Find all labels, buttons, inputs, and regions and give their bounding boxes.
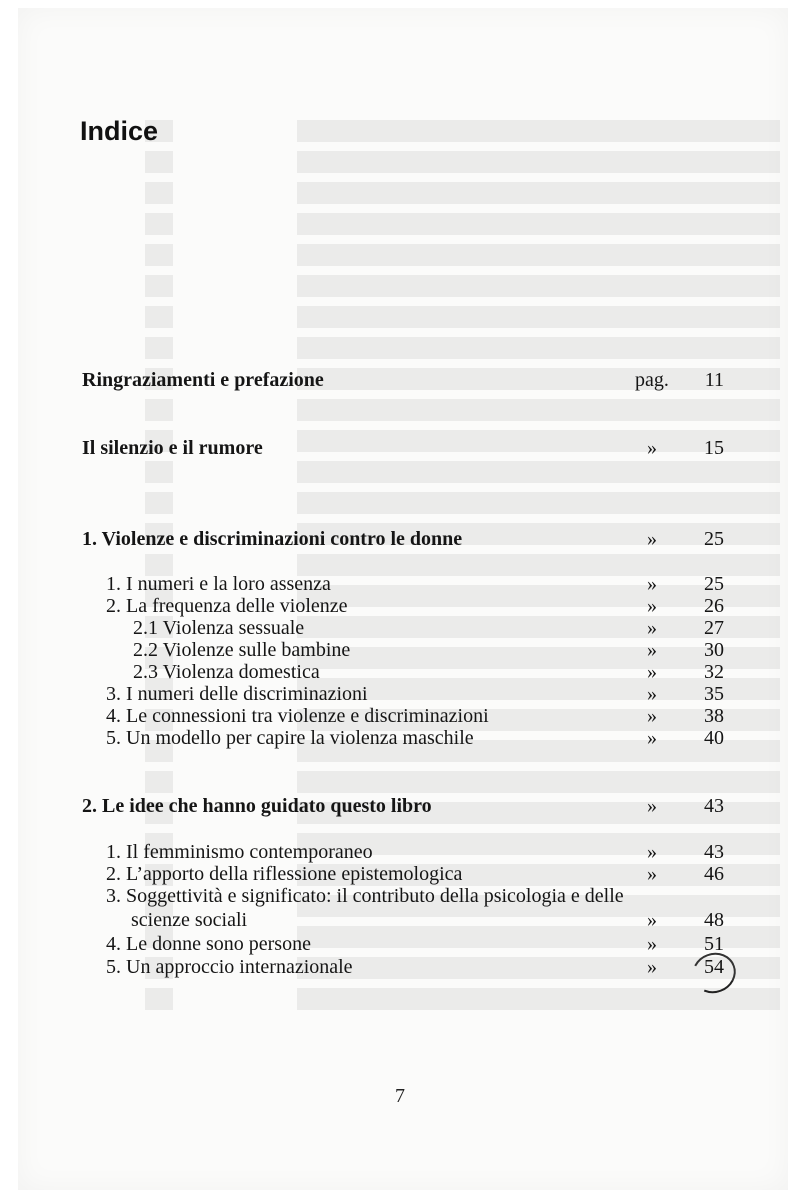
toc-entry-title: 5. Un modello per capire la violenza maschile	[106, 727, 474, 749]
toc-entry	[0, 572, 800, 596]
toc-entry	[0, 682, 800, 706]
toc-entry-marker: »	[647, 639, 657, 661]
toc-section-entry	[0, 527, 800, 551]
toc-entry	[0, 594, 800, 618]
toc-entry	[0, 704, 800, 728]
toc-entry-page: 27	[704, 617, 724, 639]
toc-entry-title: 2. Le idee che hanno guidato questo libro	[82, 795, 432, 817]
toc-entry-page: 51	[704, 933, 724, 955]
toc-entry-title: 3. Soggettività e significato: il contributo della psicologia e delle	[106, 885, 624, 907]
toc-entry	[0, 884, 800, 908]
toc-entry	[0, 862, 800, 886]
toc-entry-title: 1. Il femminismo contemporaneo	[106, 841, 373, 863]
toc-entry-marker: »	[647, 528, 657, 550]
toc-entry	[0, 616, 800, 640]
toc-section-entry	[0, 794, 800, 818]
toc-entry-marker: pag.	[635, 369, 669, 391]
toc-entry-page: 15	[704, 437, 724, 459]
toc-entry-marker: »	[647, 863, 657, 885]
toc-entry-marker: »	[647, 795, 657, 817]
toc-entry-page: 32	[704, 661, 724, 683]
toc-entry-page: 46	[704, 863, 724, 885]
toc-entry-marker: »	[647, 661, 657, 683]
page-title: Indice	[80, 116, 159, 146]
toc-entry	[0, 726, 800, 750]
toc-entry-title: 4. Le connessioni tra violenze e discriminazioni	[106, 705, 489, 727]
toc-entry-title: 2.2 Violenze sulle bambine	[133, 639, 351, 661]
toc-entry-page: 43	[704, 841, 724, 863]
toc-entry-page: 38	[704, 705, 724, 727]
toc-entry-title: scienze sociali	[131, 909, 248, 931]
toc-entry-marker: »	[647, 727, 657, 749]
toc-entry-page: 11	[704, 369, 724, 391]
toc-entry-title: 5. Un approccio internazionale	[106, 956, 353, 978]
toc-entry-title: 1. I numeri e la loro assenza	[106, 573, 331, 595]
toc-entry-page: 40	[704, 727, 724, 749]
toc-section-entry	[0, 368, 800, 392]
toc-entry-page: 48	[704, 909, 724, 931]
toc-entry	[0, 638, 800, 662]
toc-entry-marker: »	[647, 617, 657, 639]
toc-entry-marker: »	[647, 909, 657, 931]
page-number: 7	[395, 1085, 405, 1107]
toc-entry-title: Il silenzio e il rumore	[82, 437, 263, 459]
toc-entry-title: 1. Violenze e discriminazioni contro le donne	[82, 528, 463, 550]
toc-entry-title: 3. I numeri delle discriminazioni	[106, 683, 368, 705]
toc-entry-page: 30	[704, 639, 724, 661]
toc-entry-marker: »	[647, 437, 657, 459]
toc-entry	[0, 932, 800, 956]
toc-entry-title: 2. La frequenza delle violenze	[106, 595, 348, 617]
toc-entry-marker: »	[647, 841, 657, 863]
toc-entry	[0, 908, 800, 932]
toc-entry-title: 4. Le donne sono persone	[106, 933, 311, 955]
toc-entry-page: 54	[704, 956, 724, 978]
toc-entry-page: 26	[704, 595, 724, 617]
toc-entry-title: Ringraziamenti e prefazione	[82, 369, 324, 391]
toc-section-entry	[0, 436, 800, 460]
toc-entry-marker: »	[647, 573, 657, 595]
toc-entry-title: 2. L’apporto della riflessione epistemologica	[106, 863, 463, 885]
toc-entry-marker: »	[647, 705, 657, 727]
toc-entry	[0, 660, 800, 684]
toc-entry-page: 25	[704, 528, 724, 550]
toc-entry	[0, 955, 800, 979]
toc-entry	[0, 840, 800, 864]
toc-entry-marker: »	[647, 956, 657, 978]
toc-entry-page: 35	[704, 683, 724, 705]
toc-entry-title: 2.1 Violenza sessuale	[133, 617, 305, 639]
toc-entry-marker: »	[647, 595, 657, 617]
toc-entry-title: 2.3 Violenza domestica	[133, 661, 320, 683]
toc-entry-page: 43	[704, 795, 724, 817]
toc-entry-marker: »	[647, 933, 657, 955]
toc-entry-page: 25	[704, 573, 724, 595]
toc-entry-marker: »	[647, 683, 657, 705]
